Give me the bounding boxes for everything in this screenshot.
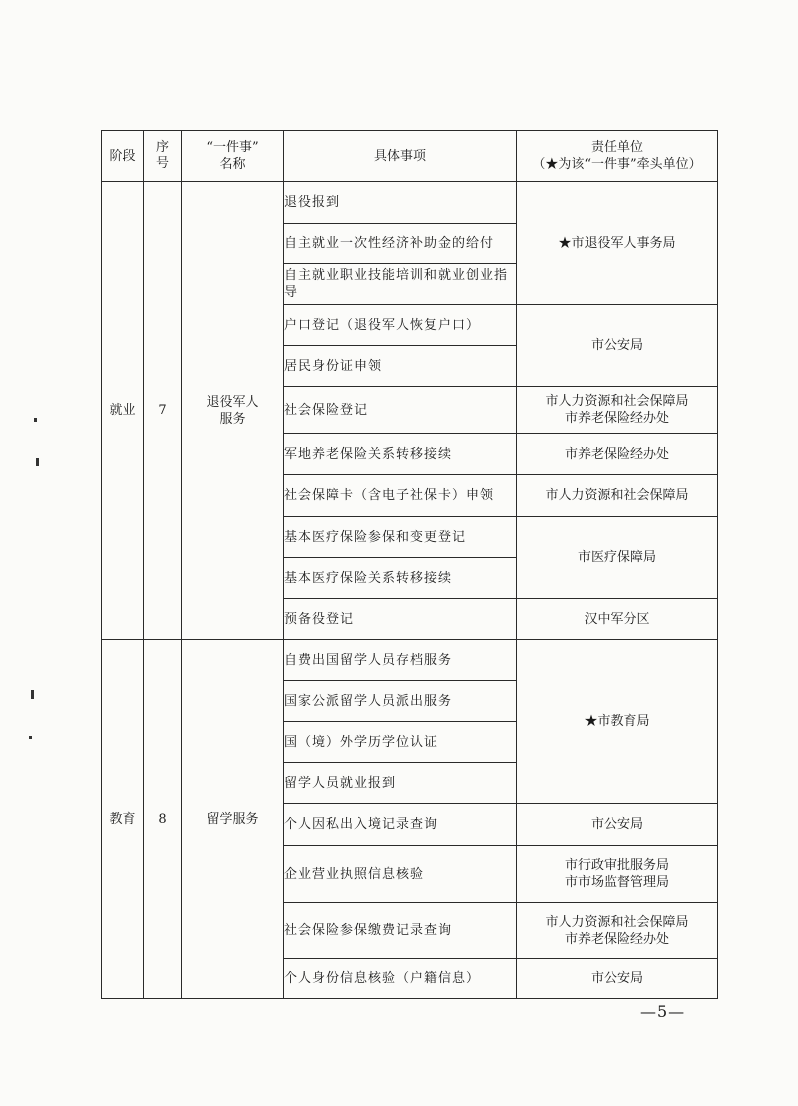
scan-mark xyxy=(31,690,34,699)
item-cell: 自主就业一次性经济补助金的给付 xyxy=(284,224,517,264)
service-name-cell: 留学服务 xyxy=(182,640,284,999)
item-cell: 企业营业执照信息核验 xyxy=(284,846,517,903)
header-name-line1: “一件事” xyxy=(206,140,259,155)
item-cell: 国（境）外学历学位认证 xyxy=(284,722,517,763)
unit-cell: ★市退役军人事务局 xyxy=(517,182,718,305)
table-row xyxy=(102,182,718,224)
service-name-cell xyxy=(182,182,284,640)
item-cell: 自费出国留学人员存档服务 xyxy=(284,640,517,681)
item-cell: 自主就业职业技能培训和就业创业指导 xyxy=(284,264,517,305)
item-cell: 基本医疗保险参保和变更登记 xyxy=(284,517,517,558)
unit-cell: ★市教育局 xyxy=(517,640,718,804)
unit-cell: 市公安局 xyxy=(517,305,718,387)
unit-cell xyxy=(517,846,718,903)
seq-cell: 7 xyxy=(144,182,182,640)
unit-line: 市人力资源和社会保障局 xyxy=(545,914,689,930)
item-cell: 基本医疗保险关系转移接续 xyxy=(284,558,517,599)
page-number: —5— xyxy=(640,1002,686,1021)
header-name-line2: 名称 xyxy=(219,157,246,172)
unit-line: 市市场监督管理局 xyxy=(564,875,669,890)
scan-mark xyxy=(34,418,37,422)
header-name xyxy=(182,131,284,182)
stage-cell: 教育 xyxy=(102,640,144,999)
unit-line: 市养老保险经办处 xyxy=(564,411,669,426)
item-cell: 军地养老保险关系转移接续 xyxy=(284,434,517,475)
table-row xyxy=(102,640,718,681)
scan-mark xyxy=(36,458,39,466)
header-item: 具体事项 xyxy=(284,131,517,182)
unit-cell xyxy=(517,387,718,434)
item-cell: 社会保险参保缴费记录查询 xyxy=(284,903,517,959)
header-unit-line2: （★为该“一件事”牵头单位） xyxy=(532,157,702,172)
unit-cell: 市人力资源和社会保障局 xyxy=(517,475,718,517)
service-name-line2: 服务 xyxy=(219,411,246,427)
item-cell: 国家公派留学人员派出服务 xyxy=(284,681,517,722)
unit-cell: 市公安局 xyxy=(517,804,718,846)
unit-cell xyxy=(517,903,718,959)
seq-cell: 8 xyxy=(144,640,182,999)
item-cell: 退役报到 xyxy=(284,182,517,224)
item-cell: 社会保险登记 xyxy=(284,387,517,434)
header-row xyxy=(102,131,718,182)
item-cell: 个人因私出入境记录查询 xyxy=(284,804,517,846)
scan-mark xyxy=(29,736,32,739)
unit-cell: 市公安局 xyxy=(517,959,718,999)
unit-cell: 市养老保险经办处 xyxy=(517,434,718,475)
header-seq xyxy=(144,131,182,182)
item-cell: 社会保障卡（含电子社保卡）申领 xyxy=(284,475,517,517)
unit-cell: 市医疗保障局 xyxy=(517,517,718,599)
stage-cell: 就业 xyxy=(102,182,144,640)
service-table xyxy=(101,130,718,999)
unit-line: 市行政审批服务局 xyxy=(564,858,669,873)
header-unit xyxy=(517,131,718,182)
unit-line: 市人力资源和社会保障局 xyxy=(545,394,689,409)
header-stage: 阶段 xyxy=(102,131,144,182)
item-cell: 户口登记（退役军人恢复户口） xyxy=(284,305,517,346)
unit-line: 市养老保险经办处 xyxy=(564,931,669,947)
service-name-line1: 退役军人 xyxy=(206,394,259,410)
unit-cell: 汉中军分区 xyxy=(517,599,718,640)
header-seq-text: 序号 xyxy=(155,140,169,171)
item-cell: 预备役登记 xyxy=(284,599,517,640)
item-cell: 居民身份证申领 xyxy=(284,346,517,387)
header-unit-line1: 责任单位 xyxy=(590,140,643,155)
item-cell: 个人身份信息核验（户籍信息） xyxy=(284,959,517,999)
item-cell: 留学人员就业报到 xyxy=(284,763,517,804)
